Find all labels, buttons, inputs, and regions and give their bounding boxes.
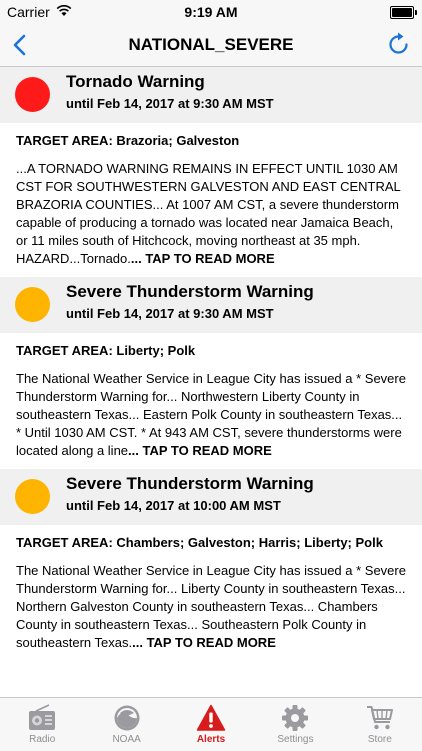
alert-description: The National Weather Service in League City has issued a * Severe Thunderstorm Warning for... Northwestern Liberty County in southeastern Texas... Eastern Polk County in southeastern Texas... * Until 1030 AM CST. * At 943 AM CST, severe thunderstorms were located along a line... TAP TO READ MORE [16, 371, 406, 458]
read-more-link[interactable]: ... TAP TO READ MORE [128, 443, 272, 458]
severity-orange-dot-icon [15, 479, 50, 514]
read-more-link[interactable]: ... TAP TO READ MORE [132, 635, 276, 650]
alert-body[interactable] [0, 123, 422, 277]
alert-target-area: TARGET AREA: Chambers; Galveston; Harris; Liberty; Polk [16, 535, 383, 550]
tab-bar [0, 697, 422, 751]
tab-label: Radio [29, 734, 56, 745]
alert-body[interactable] [0, 333, 422, 469]
read-more-link[interactable]: ... TAP TO READ MORE [130, 251, 275, 266]
tab-noaa[interactable] [84, 698, 168, 751]
alerts-list [0, 67, 422, 697]
alert-title: Severe Thunderstorm Warning [66, 282, 314, 301]
alert-warning-icon [196, 704, 226, 732]
battery-icon [390, 6, 414, 19]
tab-alerts[interactable] [169, 698, 253, 751]
status-bar [0, 0, 422, 24]
alert-title: Tornado Warning [66, 72, 205, 91]
alert-header-severe-thunderstorm-warning[interactable] [0, 469, 422, 525]
page-title: NATIONAL_SEVERE [128, 35, 294, 54]
cart-icon [365, 704, 395, 732]
alert-header-severe-thunderstorm-warning[interactable] [0, 277, 422, 333]
tab-label: Alerts [196, 734, 226, 745]
severity-orange-dot-icon [15, 287, 50, 322]
alert-until: until Feb 14, 2017 at 9:30 AM MST [66, 306, 274, 321]
carrier-label: Carrier [7, 4, 50, 20]
gear-icon [280, 704, 310, 732]
alert-until: until Feb 14, 2017 at 10:00 AM MST [66, 498, 281, 513]
refresh-icon[interactable] [386, 31, 412, 59]
alert-description: The National Weather Service in League City has issued a * Severe Thunderstorm Warning for... Liberty County in southeastern Texas... Northern Galveston County in southeastern Texas... Chambers County in southeastern Texas... Southeastern Polk County in southeastern Texas.... TAP TO READ MORE [16, 563, 406, 650]
radio-icon [27, 704, 57, 732]
alert-body[interactable] [0, 525, 422, 661]
tab-radio[interactable] [0, 698, 84, 751]
severity-red-dot-icon [15, 77, 50, 112]
alert-target-area: TARGET AREA: Liberty; Polk [16, 343, 196, 358]
alert-target-area: TARGET AREA: Brazoria; Galveston [16, 133, 240, 148]
tab-label: NOAA [112, 734, 141, 745]
tab-store[interactable] [338, 698, 422, 751]
tab-label: Store [367, 734, 392, 745]
alert-header-tornado-warning[interactable] [0, 67, 422, 123]
noaa-logo-icon [112, 704, 142, 732]
alert-description: ...A TORNADO WARNING REMAINS IN EFFECT UNTIL 1030 AM CST FOR SOUTHWESTERN GALVESTON AND EAST CENTRAL BRAZORIA COUNTIES... At 1007 AM CST, a severe thunderstorm capable of producing a tornado was located near Jamaica Beach, or 11 miles south of Hitchcock, moving northeast at 35 mph. HAZARD...Tornado.... TAP TO READ MORE [16, 161, 401, 266]
tab-settings[interactable] [253, 698, 337, 751]
alert-title: Severe Thunderstorm Warning [66, 474, 314, 493]
status-time: 9:19 AM [184, 4, 238, 20]
tab-label: Settings [277, 734, 314, 745]
alert-until: until Feb 14, 2017 at 9:30 AM MST [66, 96, 274, 111]
navigation-bar [0, 24, 422, 67]
